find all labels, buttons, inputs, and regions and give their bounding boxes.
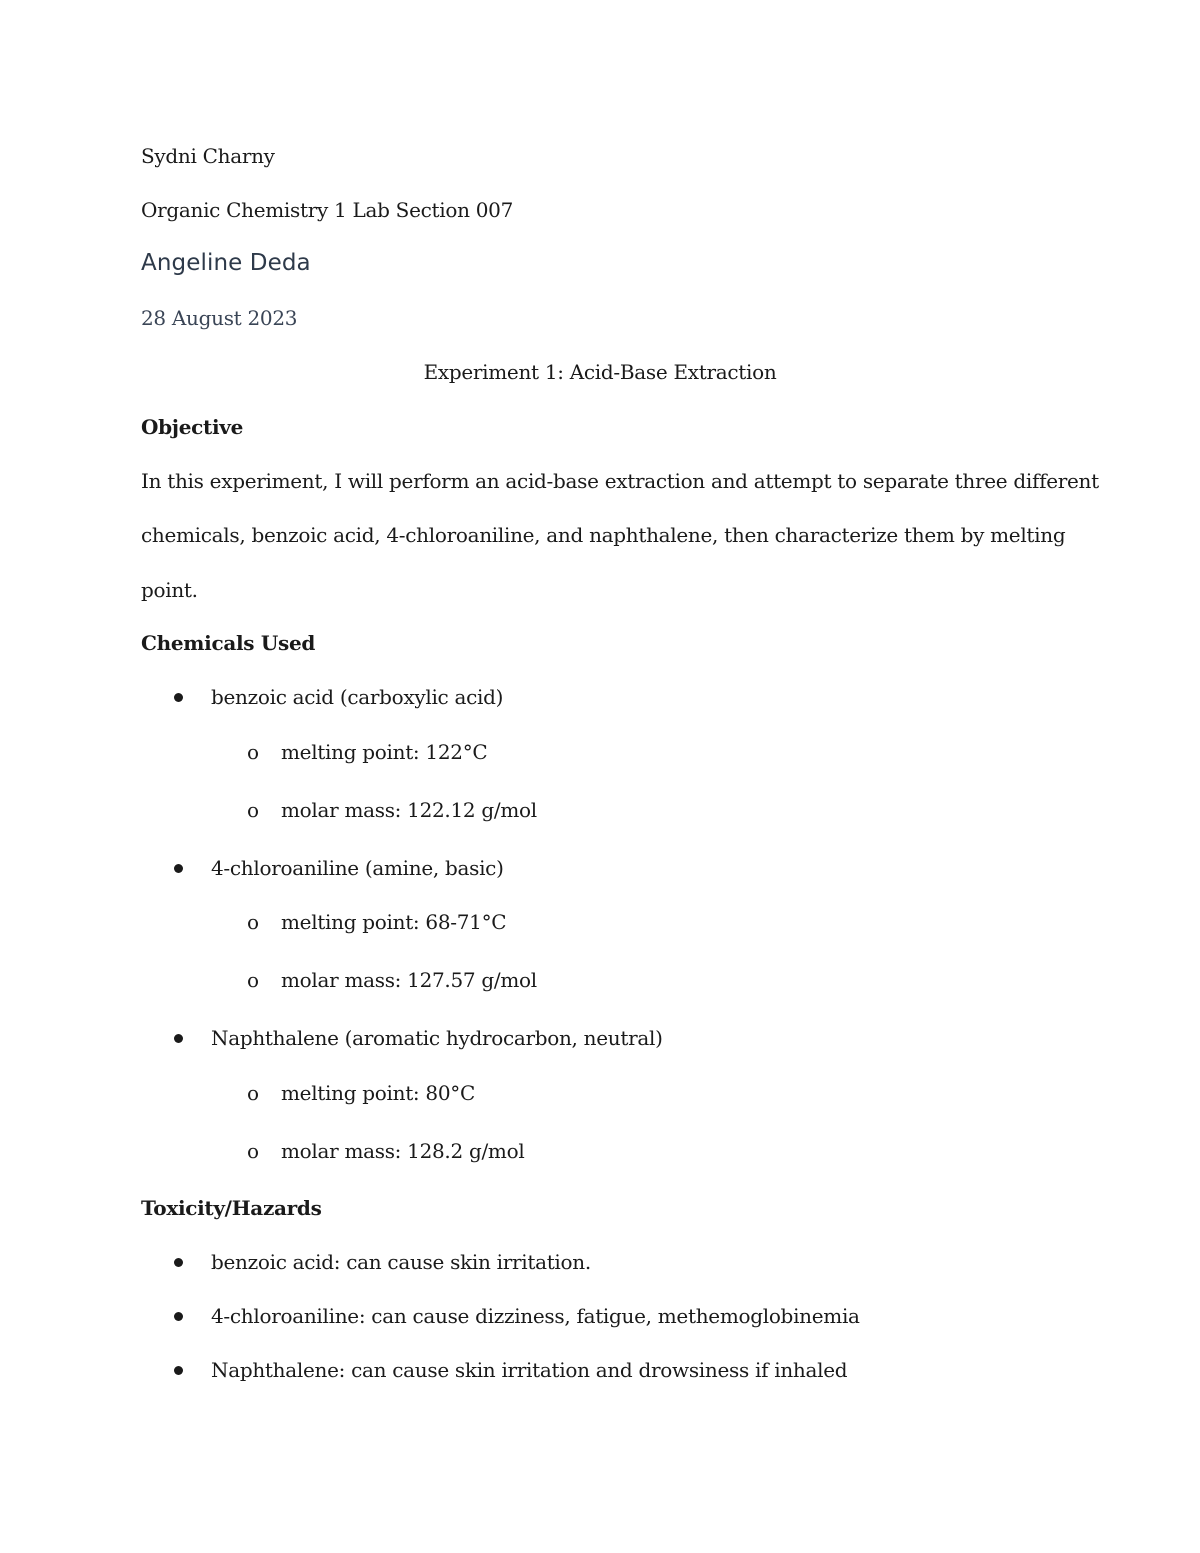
instructor-name: Angeline Deda bbox=[141, 250, 311, 276]
objective-line-2: chemicals, benzoic acid, 4-chloroaniline, and naphthalene, then characterize them by melting bbox=[141, 523, 1066, 547]
document-title: Experiment 1: Acid-Base Extraction bbox=[423, 360, 777, 384]
hazard-item-naphthalene: Naphthalene: can cause skin irritation and drowsiness if inhaled bbox=[211, 1358, 848, 1382]
objective-line-3: point. bbox=[141, 578, 198, 602]
hazards-heading: Toxicity/Hazards bbox=[141, 1196, 322, 1220]
author-name: Sydni Charny bbox=[141, 144, 275, 168]
chloroaniline-molar-mass: molar mass: 127.57 g/mol bbox=[281, 968, 537, 992]
chemical-item-chloroaniline: 4-chloroaniline (amine, basic) bbox=[211, 856, 504, 880]
bullet-icon bbox=[174, 864, 183, 873]
report-date: 28 August 2023 bbox=[141, 306, 298, 330]
naphthalene-molar-mass: molar mass: 128.2 g/mol bbox=[281, 1139, 525, 1163]
course-name: Organic Chemistry 1 Lab Section 007 bbox=[141, 198, 513, 222]
sub-bullet-icon: o bbox=[247, 740, 260, 764]
hazard-item-chloroaniline: 4-chloroaniline: can cause dizziness, fatigue, methemoglobinemia bbox=[211, 1304, 860, 1328]
bullet-icon bbox=[174, 1258, 183, 1267]
objective-line-1: In this experiment, I will perform an acid-base extraction and attempt to separate three different bbox=[141, 469, 1099, 493]
objective-heading: Objective bbox=[141, 415, 244, 439]
bullet-icon bbox=[174, 693, 183, 702]
chemicals-heading: Chemicals Used bbox=[141, 631, 316, 655]
naphthalene-melting-point: melting point: 80°C bbox=[281, 1081, 475, 1105]
bullet-icon bbox=[174, 1034, 183, 1043]
sub-bullet-icon: o bbox=[247, 968, 260, 992]
sub-bullet-icon: o bbox=[247, 1139, 260, 1163]
benzoic-acid-molar-mass: molar mass: 122.12 g/mol bbox=[281, 798, 537, 822]
sub-bullet-icon: o bbox=[247, 1081, 260, 1105]
sub-bullet-icon: o bbox=[247, 798, 260, 822]
chemical-item-benzoic-acid: benzoic acid (carboxylic acid) bbox=[211, 685, 504, 709]
bullet-icon bbox=[174, 1312, 183, 1321]
chemical-item-naphthalene: Naphthalene (aromatic hydrocarbon, neutral) bbox=[211, 1026, 663, 1050]
benzoic-acid-melting-point: melting point: 122°C bbox=[281, 740, 488, 764]
hazard-item-benzoic-acid: benzoic acid: can cause skin irritation. bbox=[211, 1250, 591, 1274]
bullet-icon bbox=[174, 1366, 183, 1375]
sub-bullet-icon: o bbox=[247, 910, 260, 934]
chloroaniline-melting-point: melting point: 68-71°C bbox=[281, 910, 507, 934]
